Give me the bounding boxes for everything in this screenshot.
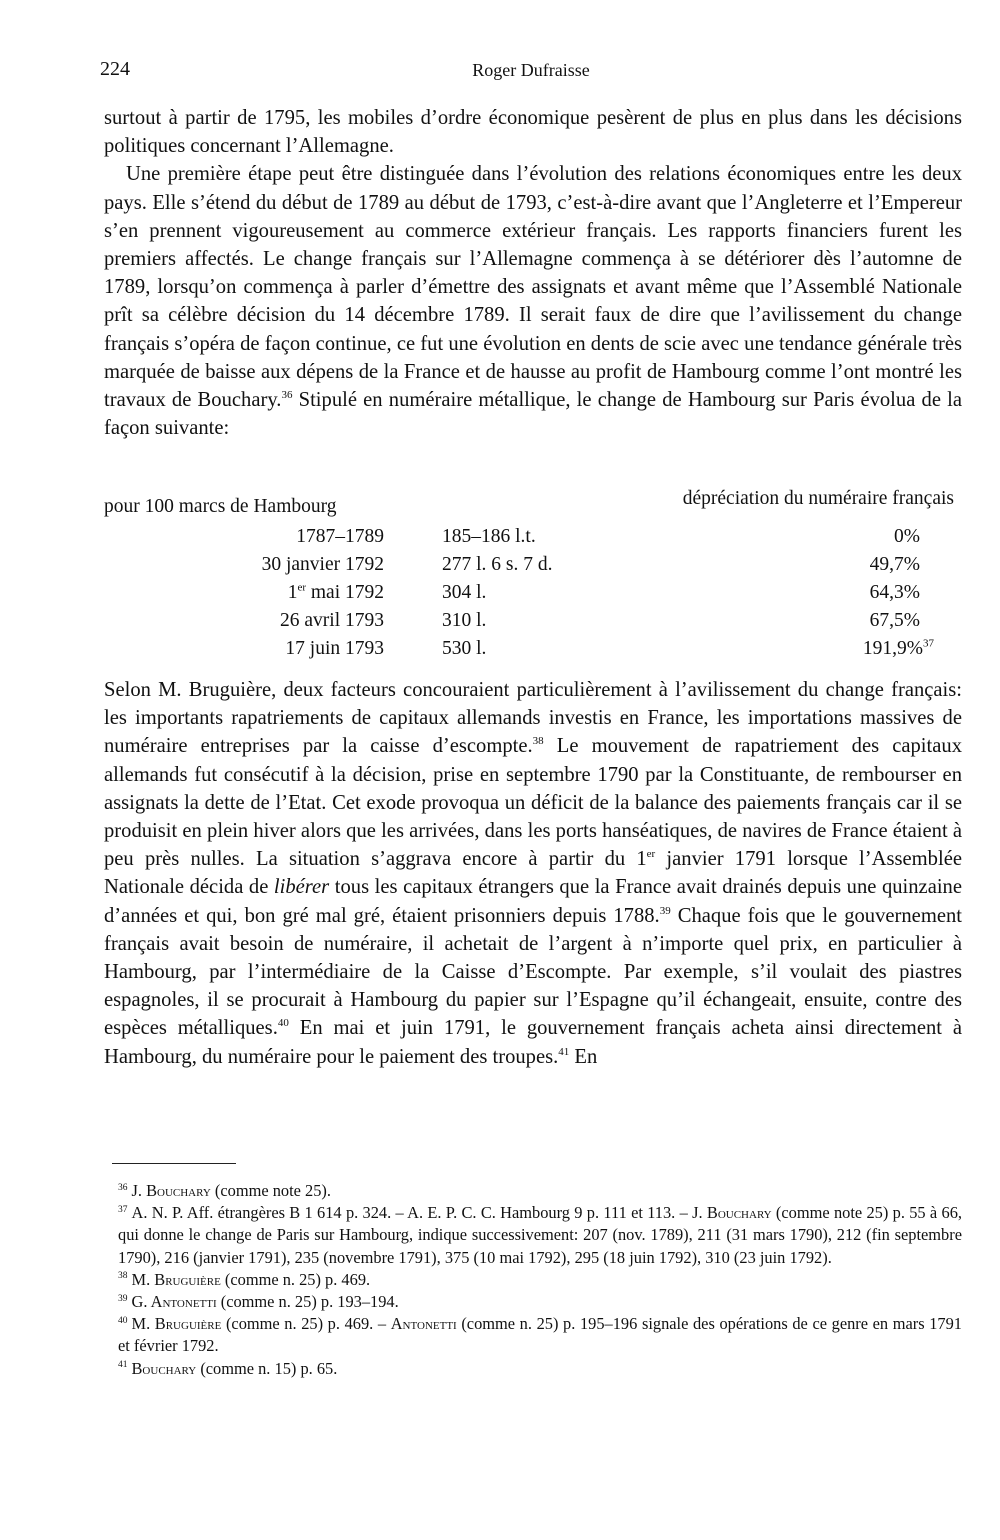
table-cell-date: 1787–1789 [296, 526, 384, 547]
table-cell-date: 1er mai 1792 [287, 581, 384, 603]
table-cell-rate: 277 l. 6 s. 7 d. [442, 554, 553, 575]
footnote-ref-38: 38 [532, 735, 544, 748]
footnote-ref-41: 41 [558, 1045, 570, 1058]
table-cell-depreciation: 67,5% [869, 610, 920, 631]
table-cell-depreciation: 191,9%$^{37}$ [862, 637, 934, 659]
footnote-39: $^{39}$ G. Antonetti (comme n. 25) p. 193–194. [118, 1292, 399, 1312]
footnote-36: $^{36}$ J. Bouchary (comme note 25). [118, 1181, 331, 1200]
table-header-right: dépréciation du numéraire français [682, 488, 954, 509]
footnote-40: $^{40}$ M. Bruguière (comme n. 25) p. 469. – Antonetti (comme n. 25) p. 195–196 signale des opérations de ce genre en mars 1791 et février 1792. [118, 1314, 962, 1356]
table-header-left: pour 100 marcs de Hambourg [104, 496, 337, 517]
footnote-38: $^{38}$ M. Bruguière (comme n. 25) p. 469. [118, 1269, 371, 1289]
table-cell-rate: 530 l. [442, 638, 487, 659]
running-head [100, 58, 962, 88]
table-cell-depreciation: 0% [894, 526, 920, 547]
paragraph-1: surtout à partir de 1795, les mobiles d’ordre économique pesèrent de plus en plus dans les décisions politiques concernant l’Allemagne. [104, 107, 962, 158]
table-cell-rate: 185–186 l.t. [442, 526, 536, 547]
table-row [104, 582, 962, 610]
body-text-top [104, 104, 962, 442]
footnotes [104, 1180, 962, 1380]
table-cell-rate: 304 l. [442, 582, 487, 603]
paragraph-2: Une première étape peut être distinguée dans l’évolution des relations économiques entre les deux pays. Elle s’étend du début de 1789 au début de 1793, c’est-à-dire avant que l’Angleterre et l’Empereur s’en prennent vigoureusement au commerce extérieur français. Les rapports financiers furent les premiers affectés. Le change français sur l’Allemagne commença à se détériorer dès l’automne de 1789, lorsqu’on commença à parler d’émettre des assignats et avant même que l’Assemblé Nationale prît sa célèbre décision du 14 décembre 1789. Il serait faux de dire que l’avilissement du change français s’opéra de façon continue, ce fut une évolution en dents de scie avec une tendance générale très marquée de baisse aux dépens de la France et de hausse au profit de Hambourg comme l’ont montré les travaux de Bouchary.$^{36}$ Stipulé en numéraire métallique, le change de Hambourg sur Paris évolua de la façon suivante: [104, 163, 963, 440]
footnote-ref-40: 40 [277, 1017, 289, 1030]
table-cell-rate: 310 l. [442, 610, 487, 631]
table-cell-date: 26 avril 1793 [280, 610, 384, 631]
footnote-ref-37: 37 [923, 637, 934, 650]
table-header [104, 488, 962, 526]
paragraph-3: Selon M. Bruguière, deux facteurs concouraient particulièrement à l’avilissement du change français: les importants rapatriements de capitaux allemands investis en France, les importations massives de numéraire entreprises par la caisse d’escompte.$^{38}$ Le mouvement de rapatriement des capitaux allemands fut consécutif à la décision, prise en septembre 1790 par la Constituante, de rembourser en assignats la dette de l’Etat. Cet exode provoqua un déficit de la balance des paiements français car il se produisit en plein hiver alors que les arrivées, dans les ports hanséatiques, de navires de France étaient à peu près nulles. La situation s’aggrava encore à partir du 1er janvier 1791 lorsque l’Assemblée Nationale décida de libérer tous les capitaux étrangers que la France avait drainés depuis une quinzaine d’années et qui, bon gré mal gré, étaient prisonniers depuis 1788.39 Chaque fois que le gouvernement français avait besoin de numéraire, il achetait de l’argent à n’importe quel prix, en particulier à Hambourg, par l’intermédiaire de la Caisse d’Escompte. Par exemple, s’il voulait des piastres espagnoles, il se procurait à Hambourg du papier sur l’Espagne qu’il échangeait, ensuite, contre des espèces métalliques.$^{40}$ En mai et juin 1791, le gouvernement français acheta ainsi directement à Hambourg, du numéraire pour le paiement des troupes.$^{41}$ En [104, 679, 963, 1068]
table-cell-depreciation: 49,7% [869, 554, 920, 575]
footnote-37: $^{37}$ A. N. P. Aff. étrangères B 1 614 p. 324. – A. E. P. C. C. Hambourg 9 p. 111 et 113. – J. Bouchary (comme note 25) p. 55 à 66, qui donne le change de Paris sur Hambourg, indique successivement: 207 (nov. 1789), 211 (31 mars 1790), 212 (fin septembre 1790), 216 (janvier 1791), 235 (novembre 1791), 375 (10 mai 1792), 295 (18 juin 1792), 310 (23 juin 1792). [118, 1203, 963, 1267]
table-row [104, 526, 962, 554]
table-row [104, 638, 962, 666]
table-cell-date: 17 juin 1793 [285, 638, 384, 659]
exchange-rate-table [104, 488, 962, 666]
footnote-ref-39: 39 [659, 904, 671, 917]
running-author: Roger Dufraisse [472, 60, 590, 80]
table-row [104, 610, 962, 638]
footnote-41: $^{41}$ Bouchary (comme n. 15) p. 65. [118, 1358, 338, 1378]
footnote-separator [112, 1163, 236, 1164]
table-cell-date: 30 janvier 1792 [261, 554, 384, 575]
italic-libérer: libérer [273, 876, 330, 899]
table-row [104, 554, 962, 582]
page-number: 224 [100, 58, 130, 80]
footnote-ref-36: 36 [281, 389, 293, 402]
table-cell-depreciation: 64,3% [869, 582, 920, 603]
body-text-bottom [104, 676, 962, 1071]
